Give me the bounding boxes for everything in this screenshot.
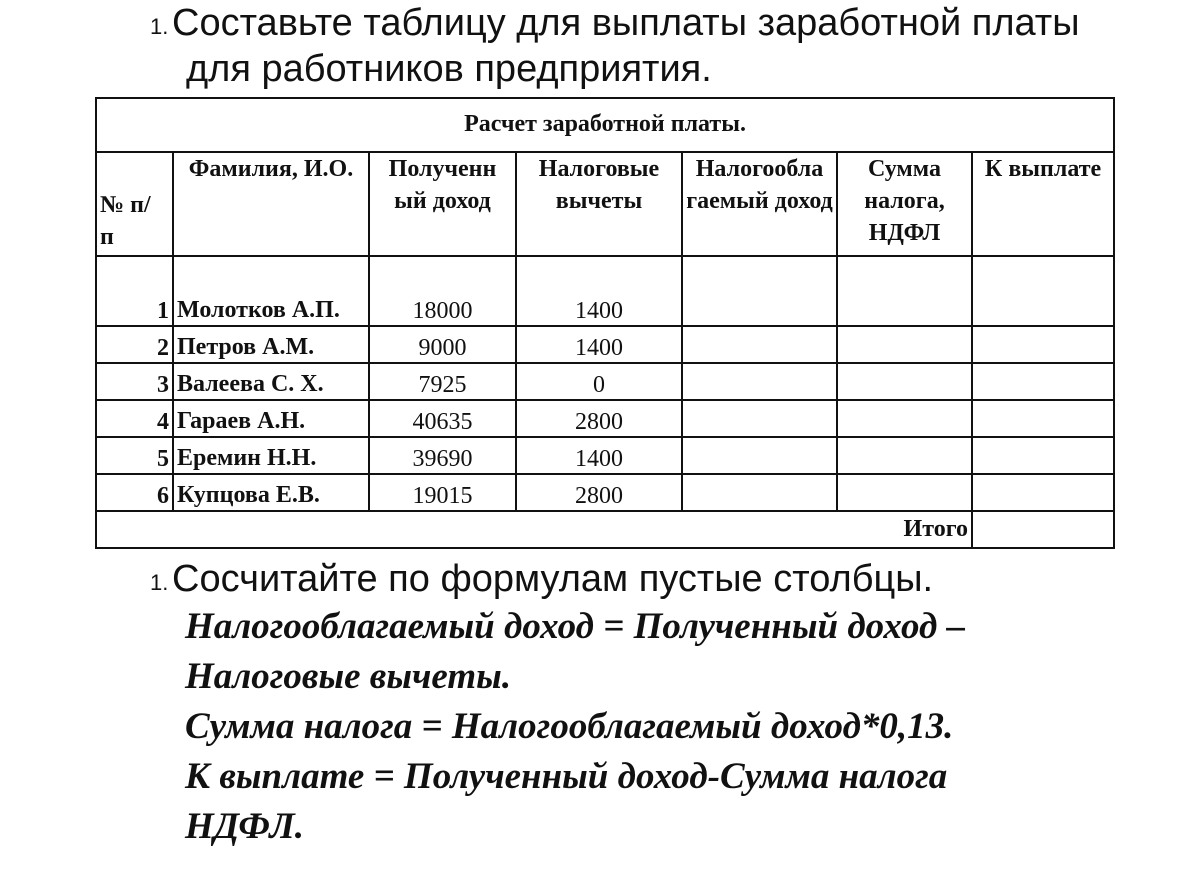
row-tax <box>837 256 972 326</box>
formula-line: Налоговые вычеты. <box>185 656 512 697</box>
total-payout <box>972 511 1114 548</box>
row-income: 9000 <box>369 326 516 363</box>
row-income: 7925 <box>369 363 516 400</box>
row-num: 1 <box>96 256 173 326</box>
row-num: 6 <box>96 474 173 511</box>
row-tax <box>837 474 972 511</box>
row-name: Гараев А.Н. <box>173 400 369 437</box>
row-num: 4 <box>96 400 173 437</box>
header-taxable: Налогообла гаемый доход <box>682 152 837 256</box>
row-taxable <box>682 363 837 400</box>
row-payout <box>972 256 1114 326</box>
table-row <box>96 363 1114 400</box>
table-title: Расчет заработной платы. <box>96 98 1114 152</box>
row-tax <box>837 400 972 437</box>
row-deductions: 2800 <box>516 474 682 511</box>
formula-line: К выплате = Полученный доход-Сумма налога <box>185 756 948 797</box>
total-row <box>96 511 1114 548</box>
row-taxable <box>682 437 837 474</box>
row-tax <box>837 437 972 474</box>
row-payout <box>972 363 1114 400</box>
row-deductions: 2800 <box>516 400 682 437</box>
row-taxable <box>682 474 837 511</box>
table-row <box>96 400 1114 437</box>
row-name: Еремин Н.Н. <box>173 437 369 474</box>
task-2-number: 1. <box>150 570 169 595</box>
row-payout <box>972 474 1114 511</box>
row-deductions: 1400 <box>516 326 682 363</box>
row-taxable <box>682 256 837 326</box>
row-taxable <box>682 400 837 437</box>
task-1-line-1: Составьте таблицу для выплаты заработной платы <box>172 2 1080 44</box>
row-tax <box>837 363 972 400</box>
row-num: 5 <box>96 437 173 474</box>
table-row <box>96 326 1114 363</box>
row-name: Купцова Е.В. <box>173 474 369 511</box>
header-deductions: Налоговые вычеты <box>516 152 682 256</box>
row-num: 3 <box>96 363 173 400</box>
row-name: Молотков А.П. <box>173 256 369 326</box>
table-row <box>96 256 1114 326</box>
row-payout <box>972 326 1114 363</box>
formulas-block <box>185 602 965 852</box>
row-num: 2 <box>96 326 173 363</box>
formula-line: НДФЛ. <box>185 806 304 847</box>
row-deductions: 1400 <box>516 256 682 326</box>
salary-table <box>95 97 1115 549</box>
row-name: Петров А.М. <box>173 326 369 363</box>
row-income: 18000 <box>369 256 516 326</box>
row-deductions: 1400 <box>516 437 682 474</box>
table-row <box>96 474 1114 511</box>
header-income: Полученн ый доход <box>369 152 516 256</box>
table-header-row <box>96 152 1114 256</box>
task-2-line-1: Сосчитайте по формулам пустые столбцы. <box>172 558 934 600</box>
row-name: Валеева С. Х. <box>173 363 369 400</box>
total-label: Итого <box>96 511 972 548</box>
header-name: Фамилия, И.О. <box>173 152 369 256</box>
formula-line: Сумма налога = Налогооблагаемый доход*0,13. <box>185 706 954 747</box>
row-payout <box>972 400 1114 437</box>
row-taxable <box>682 326 837 363</box>
table-row <box>96 437 1114 474</box>
header-tax: Сумма налога, НДФЛ <box>837 152 972 256</box>
header-payout: К выплате <box>972 152 1114 256</box>
header-num: № п/ п <box>96 152 173 256</box>
row-tax <box>837 326 972 363</box>
task-1-line-2: для работников предприятия. <box>186 48 712 90</box>
formula-line: Налогооблагаемый доход = Полученный доход – <box>185 606 966 647</box>
task-1-number: 1. <box>150 14 169 39</box>
row-income: 19015 <box>369 474 516 511</box>
row-income: 40635 <box>369 400 516 437</box>
row-payout <box>972 437 1114 474</box>
row-deductions: 0 <box>516 363 682 400</box>
row-income: 39690 <box>369 437 516 474</box>
